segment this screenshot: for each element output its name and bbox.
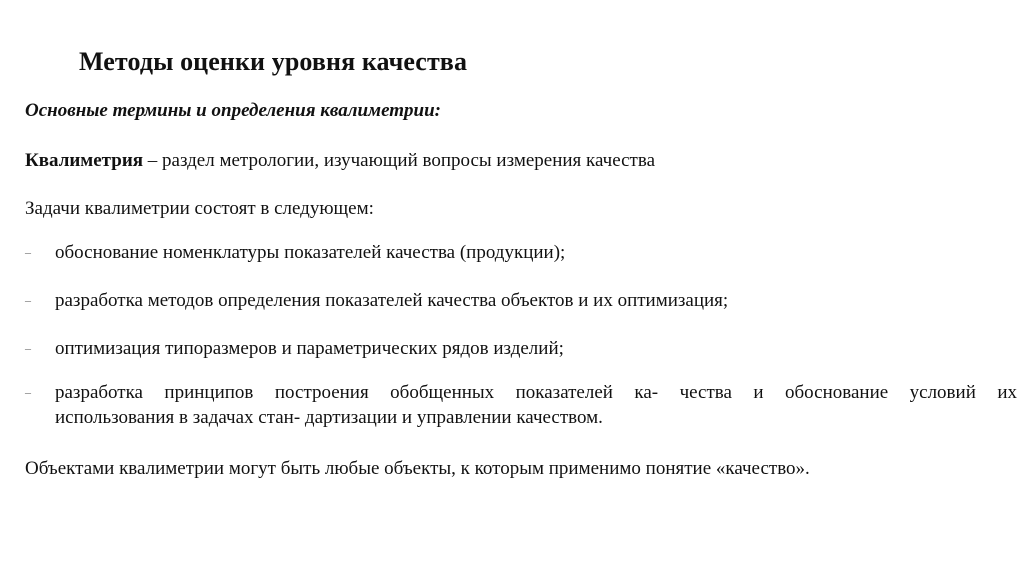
definition-paragraph bbox=[25, 148, 655, 173]
list-item-text-line: использования в задачах стан- дартизации и управлении качеством. bbox=[55, 407, 603, 428]
list-item-text: разработка методов определения показателей качества объектов и их оптимизация; bbox=[55, 290, 729, 311]
bullet-marker: – bbox=[25, 245, 31, 259]
slide-title: Методы оценки уровня качества bbox=[79, 47, 468, 76]
definition-text: – раздел метрологии, изучающий вопросы измерения качества bbox=[143, 150, 656, 171]
bullet-marker: – bbox=[25, 385, 31, 399]
list-item-text bbox=[55, 380, 1017, 430]
tasks-intro: Задачи квалиметрии состоят в следующем: bbox=[25, 198, 374, 219]
definition-term: Квалиметрия bbox=[25, 150, 144, 171]
bullet-marker: – bbox=[25, 341, 31, 355]
list-item-text-line: разработка принципов построения обобщенных показателей ка- чества и обоснование условий их bbox=[55, 382, 1017, 403]
list-item-text: обоснование номенклатуры показателей качества (продукции); bbox=[55, 242, 566, 263]
list-item-text: оптимизация типоразмеров и параметрических рядов изделий; bbox=[55, 338, 564, 359]
subtitle: Основные термины и определения квалиметрии: bbox=[25, 100, 441, 121]
bullet-marker: – bbox=[25, 293, 31, 307]
objects-paragraph: Объектами квалиметрии могут быть любые объекты, к которым применимо понятие «качество». bbox=[25, 458, 810, 479]
